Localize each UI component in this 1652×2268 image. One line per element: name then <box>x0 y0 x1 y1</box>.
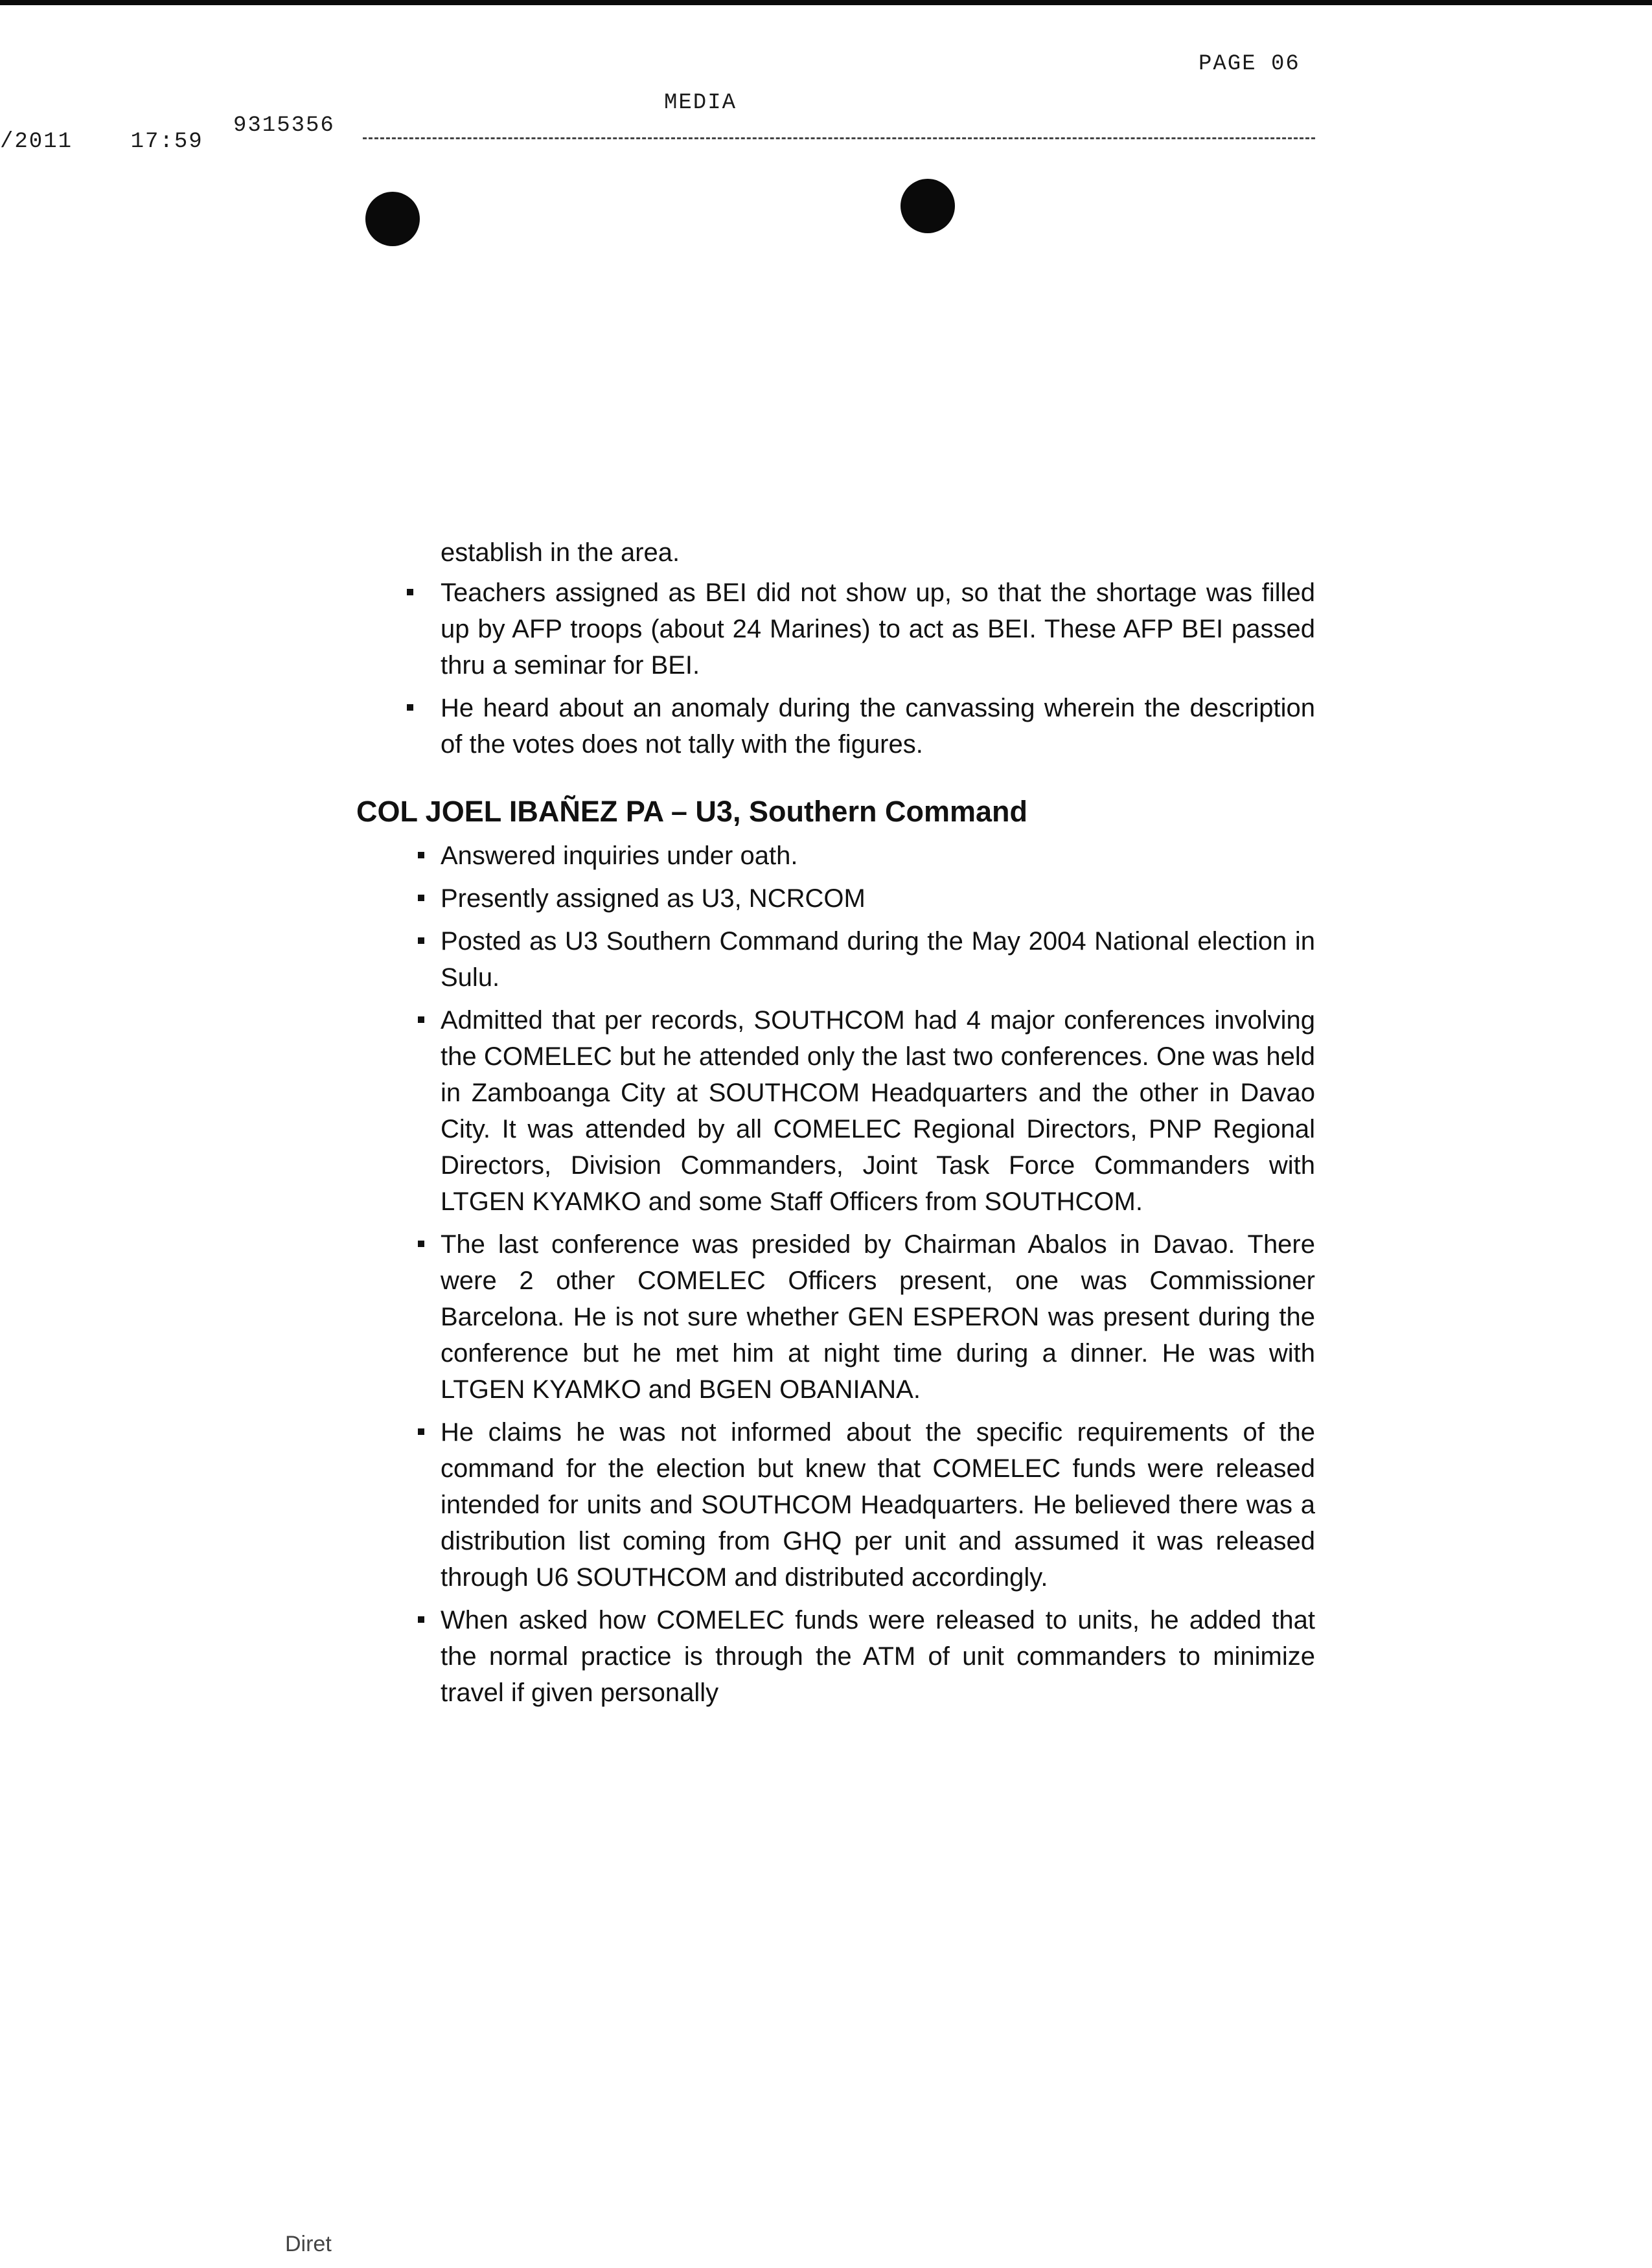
bullet-icon <box>407 589 413 595</box>
bullet-icon <box>418 852 424 858</box>
fax-number: 9315356 <box>233 113 335 138</box>
punch-hole-left <box>365 192 420 246</box>
bullet-icon <box>418 1616 424 1623</box>
section-list <box>356 838 1315 1711</box>
section-heading: COL JOEL IBAÑEZ PA – U3, Southern Command <box>356 795 1027 828</box>
footer-note: Diret <box>285 2232 332 2256</box>
list-item: He heard about an anomaly during the canvassing wherein the description of the votes does not tally with the figures. <box>356 690 1315 762</box>
list-item: Teachers assigned as BEI did not show up, so that the shortage was filled up by AFP troops (about 24 Marines) to act as BEI. These AFP BEI passed thru a seminar for BEI. <box>356 575 1315 683</box>
fax-header-rule <box>363 137 1315 139</box>
list-item: Answered inquiries under oath. <box>356 838 1315 874</box>
list-item: Admitted that per records, SOUTHCOM had 4 major conferences involving the COMELEC but he attended only the last two conferences. One was held in Zamboanga City at SOUTHCOM Headquarters and the other in Davao City. It was attended by all COMELEC Regional Directors, PNP Regional Directors, Division Commanders, Joint Task Force Commanders with LTGEN KYAMKO and some Staff Officers from SOUTHCOM. <box>356 1002 1315 1220</box>
list-item: Presently assigned as U3, NCRCOM <box>356 880 1315 917</box>
bullet-icon <box>407 704 413 711</box>
bullet-icon <box>418 895 424 901</box>
fax-header-title: MEDIA <box>664 91 737 115</box>
fax-date-fragment: /2011 <box>0 130 73 154</box>
document-body <box>356 534 1315 1717</box>
list-item: He claims he was not informed about the specific requirements of the command for the election but knew that COMELEC funds were released intended for units and SOUTHCOM Headquarters. He believed there was a distribution list coming from GHQ per unit and assumed it was released through U6 SOUTHCOM and distributed accordingly. <box>356 1414 1315 1596</box>
bullet-icon <box>418 1241 424 1247</box>
fax-time: 17:59 <box>130 130 203 154</box>
bullet-icon <box>418 1016 424 1023</box>
continuation-line: establish in the area. <box>441 538 680 567</box>
continuation-list <box>356 575 1315 762</box>
fax-page-label: PAGE 06 <box>1199 52 1300 76</box>
bullet-icon <box>418 937 424 944</box>
bullet-icon <box>418 1428 424 1435</box>
punch-hole-right <box>901 179 955 233</box>
fax-header-date <box>0 130 203 154</box>
page-top-edge <box>0 0 1652 5</box>
list-item: Posted as U3 Southern Command during the May 2004 National election in Sulu. <box>356 923 1315 996</box>
list-item: When asked how COMELEC funds were released to units, he added that the normal practice is through the ATM of unit commanders to minimize travel if given personally <box>356 1602 1315 1711</box>
list-item: The last conference was presided by Chairman Abalos in Davao. There were 2 other COMELEC Officers present, one was Commissioner Barcelona. He is not sure whether GEN ESPERON was present during the conference but he met him at night time during a dinner. He was with LTGEN KYAMKO and BGEN OBANIANA. <box>356 1226 1315 1408</box>
